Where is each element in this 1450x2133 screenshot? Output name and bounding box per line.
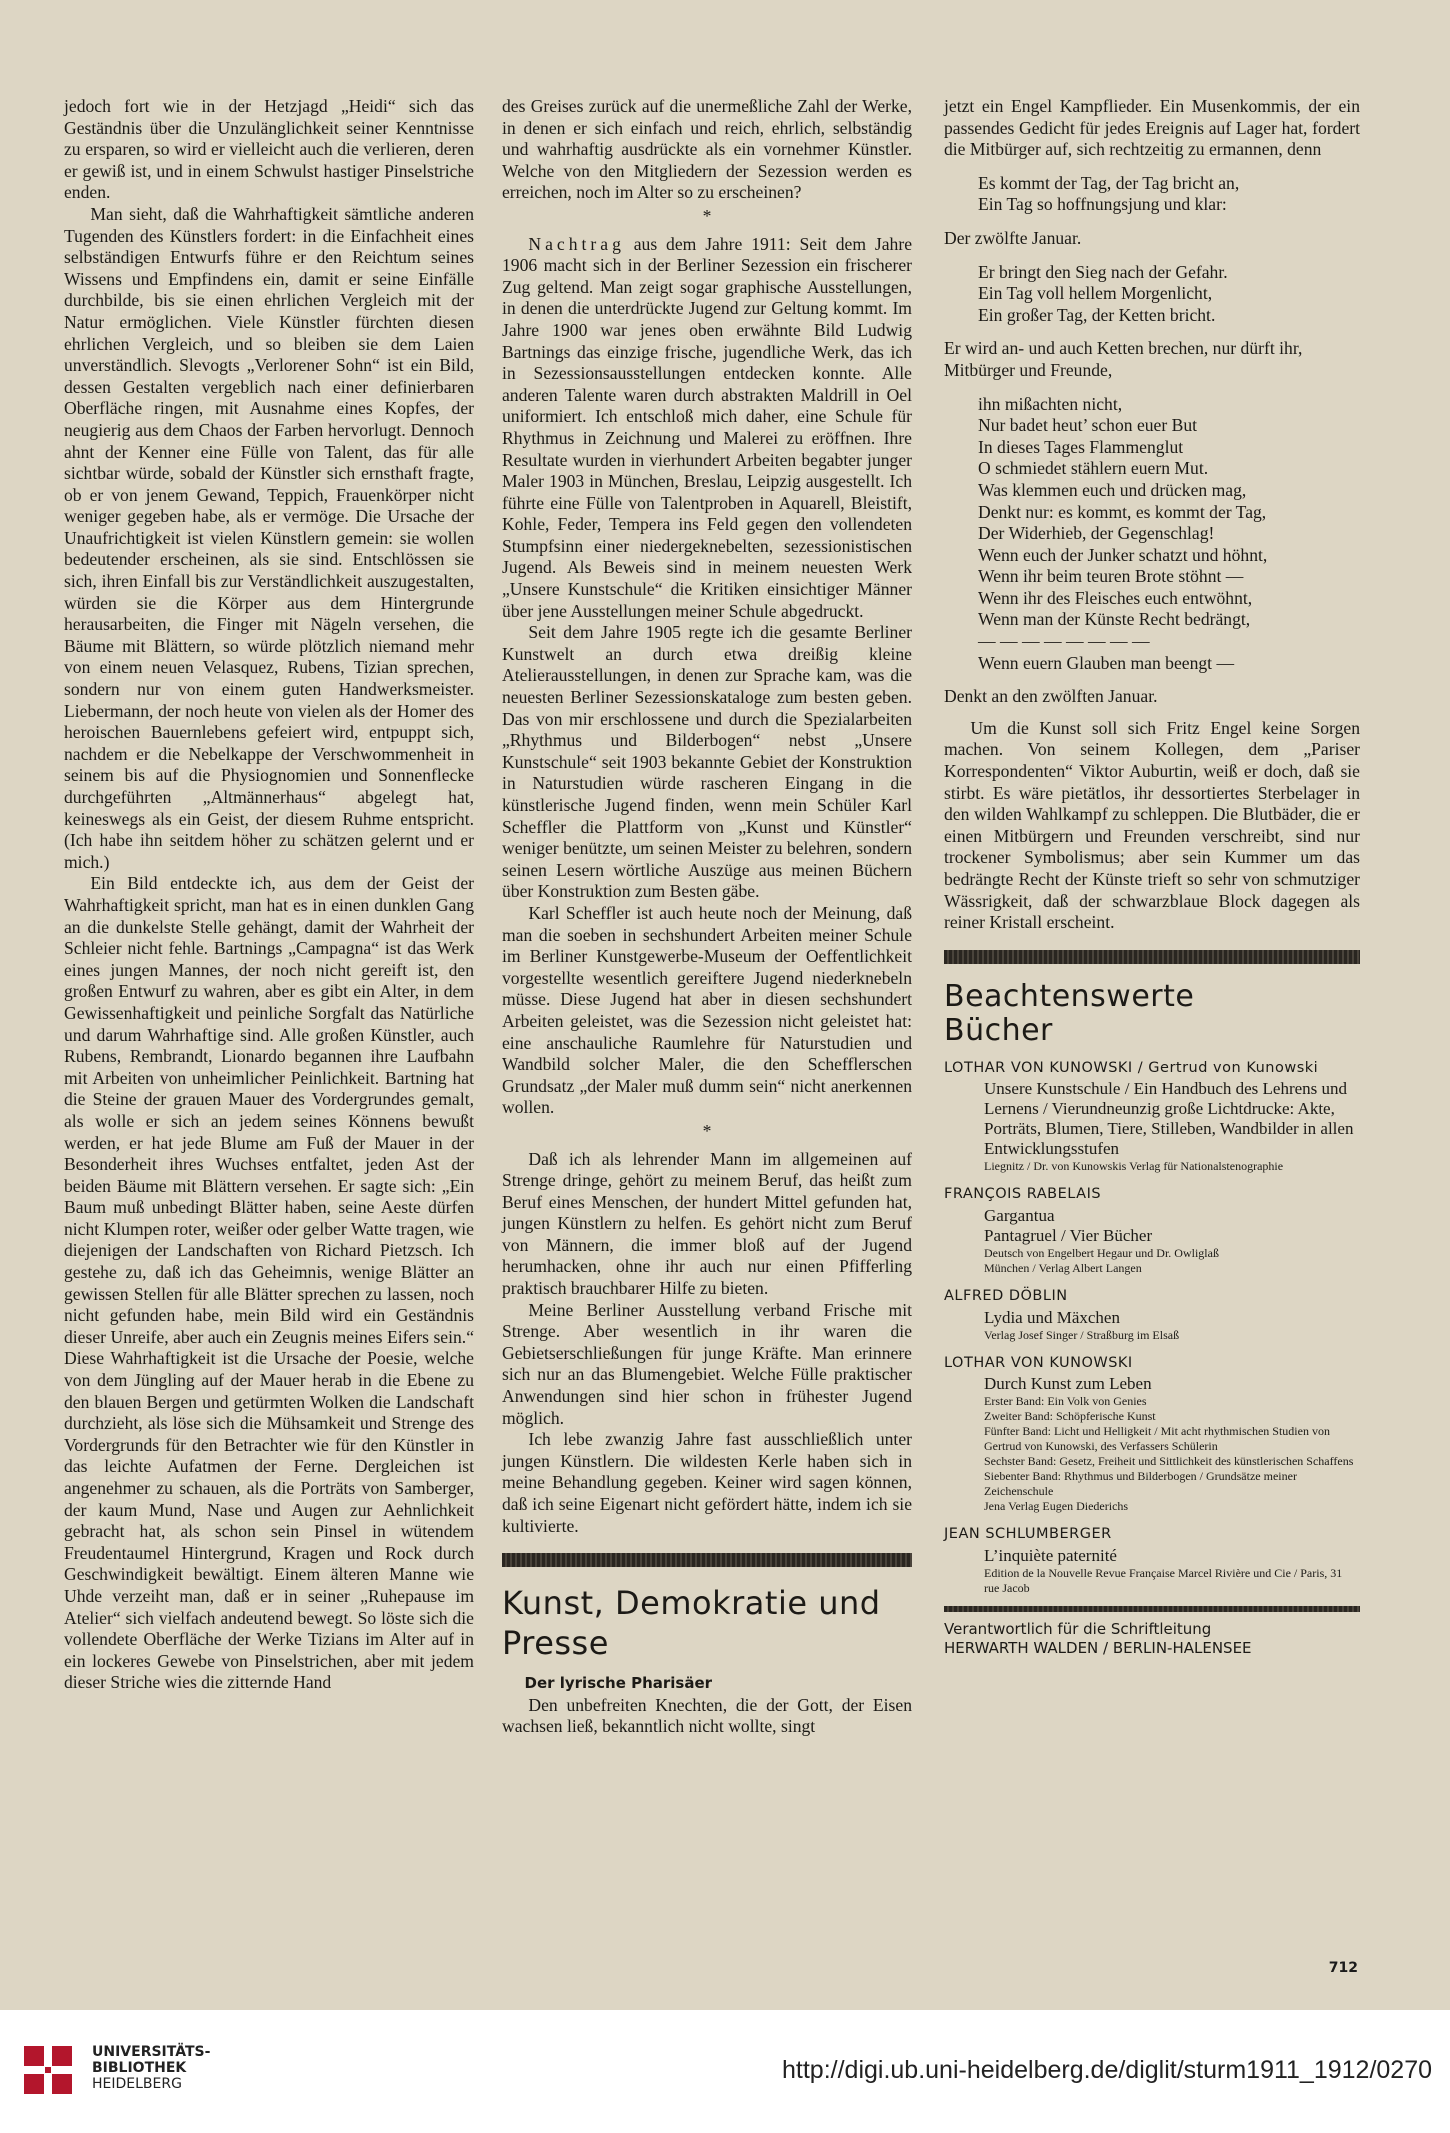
- books-heading: Beachtenswerte Bücher: [944, 978, 1195, 1048]
- poem-line: Wenn ihr beim teuren Brote stöhnt —: [978, 566, 1244, 587]
- decorative-rule: [502, 1553, 912, 1567]
- poem-line: ihn mißachten nicht,: [978, 393, 1123, 414]
- poem-line: Es kommt der Tag, der Tag bricht an,: [978, 172, 1240, 193]
- book-publisher: Edition de la Nouvelle Revue Française Marcel Rivière und Cie / Paris, 31 rue Jacob: [984, 1565, 1343, 1595]
- poem-line: Ein Tag voll hellem Morgenlicht,: [978, 283, 1213, 304]
- library-line: UNIVERSITÄTS-: [92, 2044, 211, 2060]
- paragraph: Meine Berliner Ausstellung verband Frische mit Strenge. Aber wesentlich in ihr waren die Gebietserschließungen für junge Kräfte. Man erinnere sich nur an das Blumengebiet. Welche Fülle praktischer Anwendungen sind hier schon in frühester Jugend möglich.: [502, 1299, 912, 1428]
- paragraph: Ein Bild entdeckte ich, aus dem der Geist der Wahrhaftigkeit spricht, man hat es in einen dunklen Gang an die dunkelste Stelle gehängt, damit der Wahrheit der Schleier nicht fehle. Bartnings „Campagna“ ist das Werk eines jungen Mannes, der noch nicht gereift ist, den großen Entwurf zu wahren, aber es gibt ein Alter, in dem Gewissenhaftigkeit und peinliche Sorgfalt das Natürliche und darum Wahrhaftige sind. Alle großen Künstler, auch Rubens, Rembrandt, Lionardo begannen ihre Laufbahn mit Arbeiten von unheimlicher Peinlichkeit. Bartning hat die Steine der grauen Mauer des Vordergrundes gemalt, als wolle er sich an jedem seines Könnens bewußt werden, er hat jede Blume am Fuß der Mauer in der Besonderheit ihres Wuchses entfaltet, jeden Ast der beiden Bäume mit Blättern versehen. Er sagte sich: „Ein Baum muß unbedingt Blätter haben, seine Aeste dürfen nicht Klumpen roter, weißer oder gelber Watte tragen, wie diejenigen der Landschaften von Richard Pietzsch. Ich gestehe zu, daß ich das Geheimnis, wenige Blätter an gewissen Stellen für alle Blätter sprechen zu lassen, noch nicht gefunden habe, mein Bild wird ein Geständnis dieser Unreife, aber auch ein Zeugnis meines Eifers sein.“ Diese Wahrhaftigkeit ist die Ursache der Poesie, welche von dem Jüngling auf der Mauer herab in die Ebene zu den blauen Bergen und getürmten Wolken die Landschaft durchzieht, als löse sich die Mühsamkeit und Strenge des Vordergrunds für den Betrachter wie für den Künstler in das leichte Aufatmen der Ferne. Dergleichen ist angenehmer zu schauen, als die Porträts von Samberger, der kaum Mund, Nase und Augen zur Aehnlichkeit gebracht hat, als schon sein Pinsel in wütendem Freudentaumel Hintergrund, Kragen und Rock durch Geschwindigkeit bewältigt. Einem älteren Manne wie Uhde verzeiht man, daß er in seiner „Ruhepause im Atelier“ sich vielfach andeutend bewegt. So löste sich die vollendete Oberfläche der Werke Tizians im Alter auf in ein lockeres Gewebe von Pinselstrichen, aber mit jedem dieser Striche wies die zitternde Hand: [64, 873, 474, 1693]
- poem-line: Wenn euch der Junker schatzt und höhnt,: [978, 544, 1268, 565]
- library-name: [92, 2044, 210, 2092]
- paragraph: jedoch fort wie in der Hetzjagd „Heidi“ sich das Geständnis über die Unzulänglichkeit seiner Kenntnisse zu ersparen, so wird er vielleicht auch die verlieren, deren er gewiß ist, und in einem Schwulst hastiger Pinselstriche enden.: [64, 96, 474, 203]
- book-entry: [944, 1524, 1360, 1596]
- book-publisher: Erster Band: Ein Volk von Genies Zweiter Band: Schöpferische Kunst Fünfter Band: Licht und Helligkeit / Mit acht rhythmischen Studien von Gertrud von Kunowski, des Verfassers Schülerin Sechster Band: Gesetz, Freiheit und Sittlichkeit des künstlerischen Schaffens Siebenter Band: Rhythmus und Bilderbogen / Grundsätze meiner Zeichenschule Jena Verlag Eugen Diederichs: [984, 1394, 1354, 1514]
- book-author: FRANÇOIS RABELAIS: [944, 1186, 1102, 1203]
- paragraph: Ich lebe zwanzig Jahre fast ausschließlich unter jungen Künstlern. Die wildesten Kerle haben sich in meine Behandlung gegeben. Keiner wird sagen können, daß ich seine Eigenart nicht gefördert hätte, indem ich sie kultivierte.: [502, 1429, 912, 1536]
- book-title: Durch Kunst zum Leben: [984, 1374, 1152, 1394]
- book-publisher: Verlag Josef Singer / Straßburg im Elsaß: [984, 1327, 1180, 1342]
- paragraph: Man sieht, daß die Wahrhaftigkeit sämtliche anderen Tugenden des Künstlers fordert: in die Einfachheit eines selbständigen Entwurfs führe er den Reichtum seines Wissens und Empfindens ein, damit er seine Einfälle durchbilde, bis sie einen ehrlichen Vergleich mit der Natur ermöglichen. Viele Künstler fürchten diesen ehrlichen Vergleich, und so bleiben sie dem Laien unverständlich. Slevogts „Verlorener Sohn“ ist ein Bild, dessen Gestalten vergeblich nach einer definierbaren Oberfläche ringen, mit Ausnahme eines Kopfes, der neugierig aus dem Chaos der Farben hervorlugt. Dennoch ahnt der Kenner eine Fülle von Talent, das für alle sichtbar würde, sobald der Künstler sich ernsthaft fragte, ob er von jenem Gewand, Teppich, Frauenkörper nicht weniger gegeben habe, als er vermöge. Die Ursache der Unaufrichtigkeit ist vielen Künstlern gemein: sie wollen bedeutender erscheinen, als sie sind. Entschlössen sie sich, ihren Einfall bis zur Verständlichkeit auszugestalten, würden sie die Körper aus dem Hintergrunde herausarbeiten, die Finger mit Nägeln versehen, die Bäume mit Blättern, so würde plötzlich niemand mehr von einem neuen Velasquez, Rubens, Tizian sprechen, sondern nur von einem guten Handwerksmeister. Liebermann, der noch heute von vielen als der Homer des heroischen Bauernlebens gefeiert wird, entpuppt sich, nachdem er die Nebelkappe der Verschwommenheit in seinem bis auf die Physiognomien und Sonnenflecke durchgeführten „Altmännerhaus“ abgelegt hat, keineswegs als ein Geist, der diesem Ruhme entspricht. (Ich habe ihn seitdem höher zu schätzen gelernt und er mich.): [64, 203, 474, 872]
- book-title: Unsere Kunstschule / Ein Handbuch des Lehrens und Lernens / Vierundneunzig große Lichtdrucke: Akte, Porträts, Blumen, Tiere, Stilleben, Wandbilder in allen Entwicklungsstufen: [984, 1079, 1354, 1159]
- book-author: JEAN SCHLUMBERGER: [944, 1526, 1112, 1543]
- source-url[interactable]: http://digi.ub.uni-heidelberg.de/diglit/sturm1911_1912/0270: [782, 2056, 1432, 2084]
- interjection-line: Denkt an den zwölften Januar.: [944, 686, 1158, 707]
- poem-stanza-2: [944, 262, 1360, 327]
- poem-line: Er bringt den Sieg nach der Gefahr.: [978, 261, 1228, 282]
- book-author: LOTHAR VON KUNOWSKI / Gertrud von Kunowski: [944, 1059, 1319, 1076]
- poem-stanza-3: [944, 394, 1360, 675]
- book-publisher: Deutsch von Engelbert Hegaur und Dr. Owliglaß München / Verlag Albert Langen: [984, 1245, 1219, 1275]
- article-subheading: Der lyrische Pharisäer: [524, 1674, 713, 1693]
- book-title: Lydia und Mäxchen: [984, 1307, 1120, 1327]
- paragraph: des Greises zurück auf die unermeßliche Zahl der Werke, in denen er sich einfach und reich, ehrlich, selbständig und wahrhaftig ausdrückte als ein vornehmer Künstler. Welche von den Mitgliedern der Sezession werden es erreichen, noch im Alter so zu erscheinen?: [502, 96, 912, 203]
- poem-line: Wenn man der Künste Recht bedrängt,: [978, 609, 1251, 630]
- poem-line: Wenn ihr des Fleisches euch entwöhnt,: [978, 587, 1253, 608]
- decorative-rule: [944, 1606, 1360, 1612]
- column-2: [502, 96, 912, 1738]
- poem-stanza-1: [944, 173, 1360, 216]
- page-number: 712: [1328, 1960, 1358, 1976]
- paragraph: Seit dem Jahre 1905 regte ich die gesamte Berliner Kunstwelt an durch etwa dreißig kleine Atelierausstellungen, in denen zur Sprache kam, was die neuesten Berliner Sezessionskataloge zum besten geben. Das von mir erschlossene und durch die Spezialarbeiten „Rhythmus und Bilderbogen“ nebst „Unsere Kunstschule“ seit 1903 bekannte Gebiet der Konstruktion in Naturstudien würde rascheren Eingang in die künstlerische Jugend finden, wenn mein Schüler Karl Scheffler die Plattform von „Kunst und Künstler“ weniger benützte, um seinen Meister zu belehren, sondern seinen Lesern wörtliche Auszüge aus meinen Büchern über Konstruktion zum Besten gäbe.: [502, 622, 912, 902]
- paragraph: [502, 234, 912, 623]
- university-seal-icon: [18, 2040, 78, 2100]
- poem-line: Denkt nur: es kommt, es kommt der Tag,: [978, 501, 1267, 522]
- poem-line: — — — — — — — —: [978, 631, 1150, 652]
- responsible-name: HERWARTH WALDEN / BERLIN-HALENSEE: [944, 1638, 1252, 1657]
- paragraph: Um die Kunst soll sich Fritz Engel keine Sorgen machen. Von seinem Kollegen, dem „Pariser Korrespondenten“ Viktor Auburtin, weiß er doch, daß sie stirbt. Es wäre pietätlos, ihr dessortiertes Sterbelager in den wilden Wahlkampf zu schleppen. Die Blutbäder, die er einen Mitbürgern und Freunden verschreibt, sind nur trockener Symbolismus; aber sein Kummer um das bedrängte Recht der Künste trieft so sehr von schmutziger Wässrigkeit, daß der schwarzblaue Block dagegen als reiner Kristall erscheint.: [944, 717, 1360, 933]
- book-title: Gargantua Pantagruel / Vier Bücher: [984, 1205, 1153, 1245]
- section-divider-star: *: [702, 1120, 712, 1141]
- poem-line: Wenn euern Glauben man beengt —: [978, 652, 1235, 673]
- book-publisher: Liegnitz / Dr. von Kunowskis Verlag für Nationalstenographie: [984, 1159, 1284, 1174]
- book-entry: [944, 1286, 1360, 1343]
- poem-line: In dieses Tages Flammenglut: [978, 436, 1184, 457]
- poem-line: Ein großer Tag, der Ketten bricht.: [978, 304, 1216, 325]
- paragraph: Karl Scheffler ist auch heute noch der Meinung, daß man die soeben in sechshundert Arbeiten meiner Schule im Berliner Kunstgewerbe-Museum der Oeffentlichkeit vorgestellte wesentlich gereiftere Jugend niederknebeln müsse. Diese Jugend hat aber in diesen sechshundert Arbeiten geleistet, was die Sezession nicht geleistet hat: eine anschauliche Raumlehre für Naturstudien und Wandbild solcher Maler, die den Schefflerschen Grundsatz „der Maler muß dumm sein“ nicht anerkennen wollen.: [502, 902, 912, 1118]
- paragraph: jetzt ein Engel Kampflieder. Ein Musenkommis, der ein passendes Gedicht für jedes Ereignis auf Lager hat, fordert die Mitbürger auf, sich rechtzeitig zu ermannen, denn: [944, 96, 1360, 160]
- article-heading: Kunst, Demokratie und Presse: [502, 1584, 881, 1663]
- column-1: [64, 96, 474, 1694]
- book-entry: [944, 1058, 1360, 1175]
- viewer-footer: [0, 2010, 1450, 2133]
- interjection-line: Der zwölfte Januar.: [944, 227, 1082, 248]
- book-entry: [944, 1353, 1360, 1515]
- nachtrag-text: aus dem Jahre 1911: Seit dem Jahre 1906 macht sich in der Berliner Sezession ein frischerer Zug geltend. Man zeigt sogar graphische Ausstellungen, in denen die unterdrückte Jugend zur Geltung kommt. Im Jahre 1900 war jenes oben erwähnte Bild Ludwig Bartnings das einzige frische, jugendliche Werk, das ich in Sezessionsausstellungen entdecken konnte. Alle anderen Talente waren durch abstrakten Maldrill in Oel uniformiert. Ich entschloß mich daher, eine Schule für Rhythmus in Zeichnung und Malerei zu eröffnen. Ihre Resultate wurden in vierhundert Arbeiten begabter junger Maler 1903 in München, Breslau, Leipzig ausgestellt. Ich führte eine Fülle von Talentproben in Aquarell, Bleistift, Kohle, Feder, Tempera ins Feld gegen den vollendeten Stumpfsinn einer niedergeknebelten, sezessionistischen Jugend. Als Beweis sind in meinem neuesten Werk „Unsere Kunstschule“ die Kritiken einsichtiger Männer über jene Ausstellungen meiner Schule abgedruckt.: [502, 233, 912, 621]
- interjection-line: Er wird an- und auch Ketten brechen, nur dürft ihr, Mitbürger und Freunde,: [944, 338, 1303, 380]
- poem-line: O schmiedet stählern euern Mut.: [978, 458, 1209, 479]
- poem-line: Nur badet heut’ schon euer But: [978, 415, 1198, 436]
- responsible-label: Verantwortlich für die Schriftleitung: [944, 1619, 1212, 1638]
- book-title: L’inquiète paternité: [984, 1545, 1117, 1565]
- column-3: [944, 96, 1360, 1658]
- poem-line: Der Widerhieb, der Gegenschlag!: [978, 523, 1215, 544]
- nachtrag-label: Nachtrag: [528, 233, 625, 254]
- library-line: BIBLIOTHEK: [92, 2060, 187, 2076]
- section-divider-star: *: [702, 205, 712, 226]
- paragraph: Daß ich als lehrender Mann im allgemeinen auf Strenge dringe, gehört zu meinem Beruf, das heißt zum Beruf eines Menschen, der hundert Mittel gefunden hat, jungen Künstlern zu helfen. Es gehört nicht zum Beruf von Männern, die immer bloß auf der Jugend herumhacken, ohne ihr auch nur einen Pfifferling praktisch brauchbarer Hilfe zu bieten.: [502, 1148, 912, 1299]
- poem-line: Ein Tag so hoffnungsjung und klar:: [978, 194, 1227, 215]
- paragraph: Den unbefreiten Knechten, die der Gott, der Eisen wachsen ließ, bekanntlich nicht wollte, singt: [502, 1694, 912, 1737]
- book-entry: [944, 1184, 1360, 1276]
- responsible-editor: [944, 1620, 1360, 1658]
- library-line: HEIDELBERG: [92, 2076, 182, 2092]
- book-author: ALFRED DÖBLIN: [944, 1287, 1068, 1304]
- book-author: LOTHAR VON KUNOWSKI: [944, 1354, 1133, 1371]
- decorative-rule: [944, 950, 1360, 964]
- poem-line: Was klemmen euch und drücken mag,: [978, 479, 1247, 500]
